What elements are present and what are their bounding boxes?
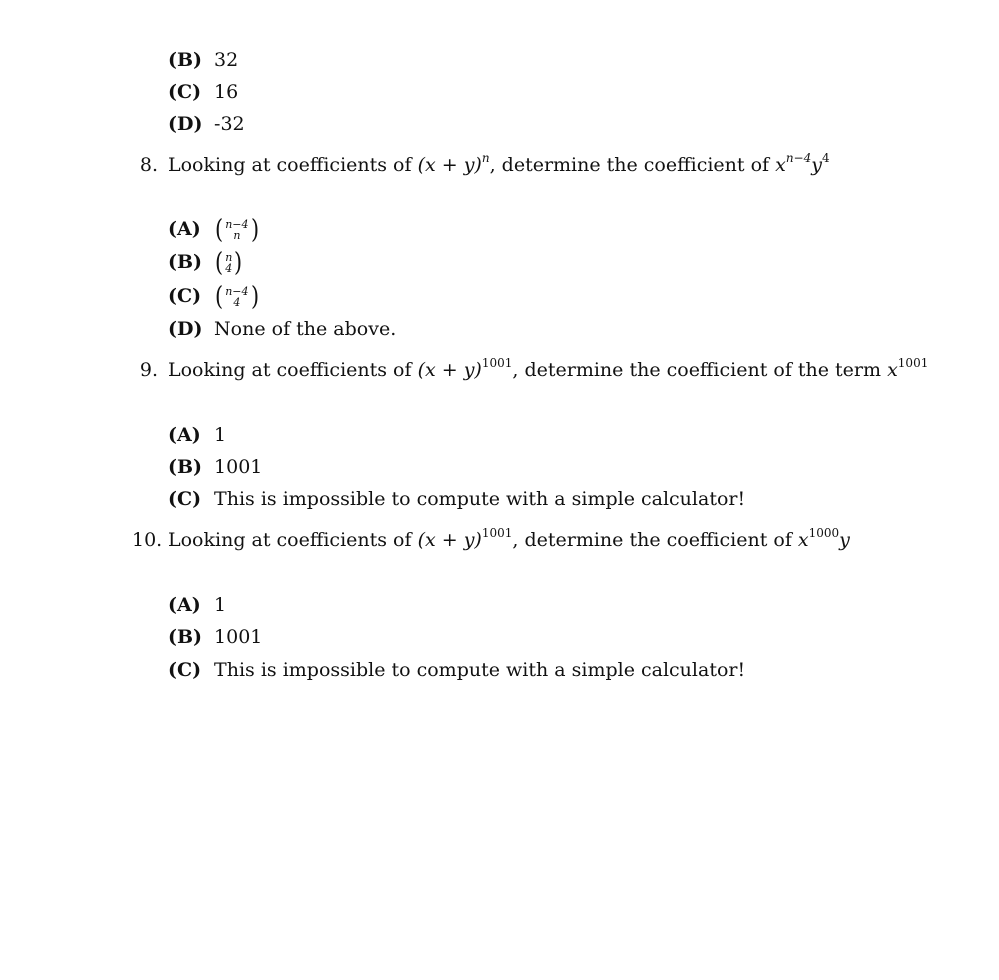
option-text: None of the above. — [214, 318, 397, 340]
option-8d — [168, 317, 396, 341]
option-9a — [168, 423, 226, 447]
option-label: (C) — [168, 81, 202, 103]
option-label: (B) — [168, 456, 203, 478]
option-7c — [168, 80, 238, 104]
option-text: 1 — [214, 594, 227, 616]
prompt-text: , determine the coefficient of the term — [512, 359, 888, 381]
option-label: (D) — [168, 113, 203, 135]
question-prompt — [168, 525, 850, 552]
term-exponent-2: 4 — [821, 150, 830, 165]
option-label: (C) — [168, 659, 202, 681]
option-text: -32 — [214, 113, 245, 135]
option-text: 32 — [214, 49, 239, 71]
prompt-text: Looking at coefficients of — [168, 359, 418, 381]
expression-exponent: 1001 — [481, 525, 513, 540]
option-label: (A) — [168, 594, 201, 616]
binom-top: n — [225, 251, 233, 264]
term-base-2: y — [839, 529, 850, 551]
prompt-text: , determine the coefficient of — [512, 529, 798, 551]
option-7b — [168, 48, 238, 72]
option-text: 16 — [214, 81, 239, 103]
question-number: 9. — [139, 359, 158, 381]
option-8c — [168, 284, 260, 310]
option-label: (D) — [168, 318, 203, 340]
question-prompt — [168, 355, 929, 382]
term-base: x — [775, 154, 786, 176]
expression: (x + y) — [417, 359, 482, 381]
binom-top: n−4 — [225, 218, 249, 231]
option-8b — [168, 250, 243, 276]
option-label: (A) — [168, 218, 201, 240]
question-prompt — [168, 150, 830, 177]
option-label: (C) — [168, 285, 202, 307]
option-label: (B) — [168, 49, 203, 71]
option-text: 1001 — [214, 626, 263, 648]
binom-bottom: 4 — [233, 296, 241, 309]
term-base: x — [797, 529, 809, 551]
option-label: (A) — [168, 424, 201, 446]
question-number: 10. — [132, 529, 163, 551]
option-10b — [168, 625, 262, 649]
option-9b — [168, 455, 262, 479]
expression: (x + y) — [417, 529, 482, 551]
term-exponent: n−4 — [785, 150, 812, 165]
option-text: 1 — [214, 424, 227, 446]
question-number: 8. — [139, 154, 158, 176]
option-label: (C) — [168, 488, 202, 510]
option-text: This is impossible to compute with a simple calculator! — [214, 488, 746, 510]
option-7d — [168, 112, 245, 136]
option-text: 1001 — [214, 456, 263, 478]
term-exponent: 1000 — [808, 525, 840, 540]
prompt-text: , determine the coefficient of — [489, 154, 776, 176]
binomial-coefficient: ( n−4 n ) — [215, 215, 259, 245]
prompt-text: Looking at coefficients of — [168, 154, 418, 176]
option-9c — [168, 487, 745, 511]
option-text: This is impossible to compute with a simple calculator! — [214, 659, 746, 681]
expression-exponent: n — [481, 150, 490, 165]
binom-bottom: 4 — [225, 262, 233, 275]
binomial-coefficient: ( n−4 4 ) — [215, 282, 259, 312]
term-base-2: y — [811, 154, 822, 176]
binom-top: n−4 — [225, 285, 249, 298]
prompt-text: Looking at coefficients of — [168, 529, 418, 551]
binomial-coefficient: ( n 4 ) — [215, 248, 243, 278]
expression: (x + y) — [417, 154, 482, 176]
option-8a — [168, 217, 260, 243]
expression-exponent: 1001 — [481, 355, 513, 370]
term-base: x — [887, 359, 898, 381]
option-label: (B) — [168, 251, 203, 273]
binom-bottom: n — [233, 229, 241, 242]
term-exponent: 1001 — [897, 355, 929, 370]
option-label: (B) — [168, 626, 203, 648]
option-10a — [168, 593, 226, 617]
option-10c — [168, 658, 745, 682]
